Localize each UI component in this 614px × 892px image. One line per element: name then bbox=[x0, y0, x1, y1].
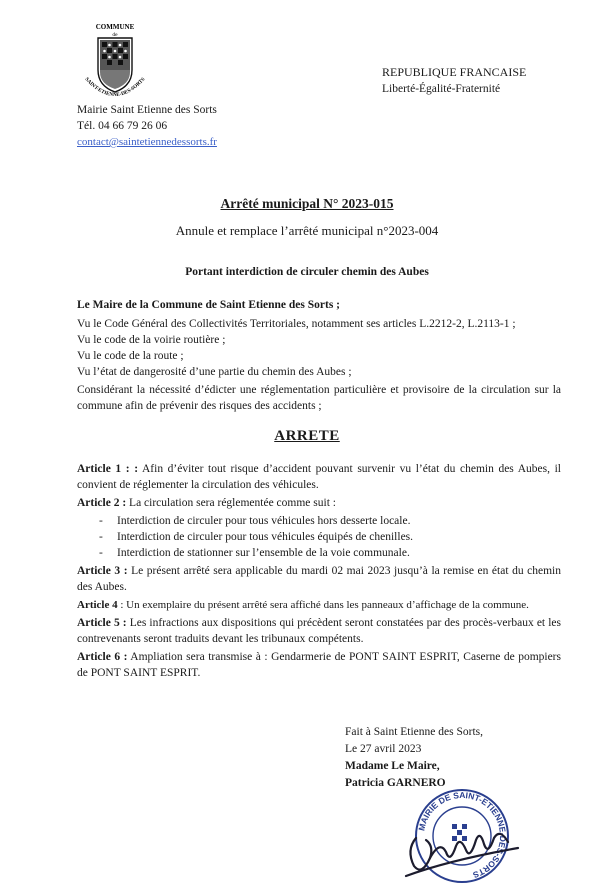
decree-object: Portant interdiction de circuler chemin des Aubes bbox=[185, 266, 429, 278]
article-3 bbox=[77, 563, 561, 595]
preamble bbox=[77, 297, 561, 414]
list-item: - Interdiction de stationner sur l’ensemble de la voie communale. bbox=[95, 545, 561, 561]
mairie-phone: Tél. 04 66 79 26 06 bbox=[77, 120, 168, 132]
preamble-line: Vu le Code Général des Collectivités Territoriales, notamment ses articles L.2212-2, L.2113-1 ; bbox=[77, 318, 516, 330]
article-6 bbox=[77, 649, 561, 681]
arrete-heading: ARRETE bbox=[274, 428, 340, 444]
republic-header bbox=[382, 64, 526, 98]
list-item: - Interdiction de circuler pour tous véhicules hors desserte locale. bbox=[95, 513, 561, 529]
preamble-line: Vu le code de la voirie routière ; bbox=[77, 334, 226, 346]
crest-text-bottom: SAINT-ETIENNE-DES-SORTS bbox=[83, 76, 147, 99]
mairie-email-link[interactable]: contact@saintetiennedessorts.fr bbox=[77, 136, 217, 148]
article-text: Ampliation sera transmise à : Gendarmerie de PONT SAINT ESPRIT, Caserne de pompiers de PONT SAINT ESPRIT. bbox=[77, 651, 561, 679]
crest-text-top: COMMUNE bbox=[95, 23, 135, 31]
decree-title: Arrêté municipal N° 2023-015 bbox=[220, 196, 394, 211]
seal-inner-crest bbox=[452, 824, 467, 841]
preamble-considerant: Considérant la nécessité d’édicter une réglementation particulière et provisoire de la circulation sur la commune afin de prévenir des risques des accidents ; bbox=[77, 384, 561, 412]
article-2-list bbox=[77, 513, 561, 561]
article-text: La circulation sera réglementée comme suit : bbox=[126, 497, 336, 509]
article-text: Les infractions aux dispositions qui précèdent seront constatées par des procès-verbaux et les contrevenants seront traduits devant les tribunaux compétents. bbox=[77, 617, 561, 645]
republic-label: REPUBLIQUE FRANCAISE bbox=[382, 65, 527, 79]
preamble-maire: Le Maire de la Commune de Saint Etienne des Sorts ; bbox=[77, 299, 341, 311]
mairie-contact-block bbox=[77, 102, 217, 150]
svg-text:MAIRIE DE SAINT-ETIENNE-DES-SO bbox=[416, 790, 508, 880]
seal-text: MAIRIE DE SAINT-ETIENNE-DES-SORTS bbox=[416, 789, 509, 881]
signature-role: Madame Le Maire, bbox=[345, 760, 440, 772]
article-5 bbox=[77, 615, 561, 647]
article-label: Article 4 bbox=[77, 599, 118, 611]
signature-name: Patricia GARNERO bbox=[345, 777, 446, 789]
article-text: : Un exemplaire du présent arrêté sera affiché dans les panneaux d’affichage de la commune. bbox=[117, 599, 529, 611]
preamble-line: Vu l’état de dangerosité d’une partie du chemin des Aubes ; bbox=[77, 366, 352, 378]
preamble-line: Vu le code de la route ; bbox=[77, 350, 184, 362]
mairie-name: Mairie Saint Etienne des Sorts bbox=[77, 104, 217, 116]
decree-subtitle: Annule et remplace l’arrêté municipal n°2023-004 bbox=[175, 223, 439, 238]
commune-crest-logo bbox=[78, 20, 152, 104]
article-label: Article 6 : bbox=[77, 651, 128, 663]
list-item: - Interdiction de circuler pour tous véhicules équipés de chenilles. bbox=[95, 529, 561, 545]
signature-date: Le 27 avril 2023 bbox=[345, 743, 422, 755]
article-2 bbox=[77, 495, 561, 511]
article-text: Afin d’éviter tout risque d’accident pouvant survenir vu l’état du chemin des Aubes, il convient de réglementer la circulation des véhicules. bbox=[77, 463, 561, 491]
article-text: Le présent arrêté sera applicable du mardi 02 mai 2023 jusqu’à la remise en état du chemin des Aubes. bbox=[77, 565, 562, 593]
signature-place: Fait à Saint Etienne des Sorts, bbox=[345, 726, 483, 738]
article-label: Article 5 : bbox=[77, 617, 127, 629]
article-label: Article 2 : bbox=[77, 497, 127, 509]
republic-motto: Liberté-Égalité-Fraternité bbox=[382, 83, 501, 95]
articles bbox=[77, 461, 561, 683]
article-1 bbox=[77, 461, 561, 493]
article-label: Article 1 : : bbox=[77, 463, 139, 475]
official-seal-stamp bbox=[400, 780, 524, 888]
article-label: Article 3 : bbox=[77, 565, 128, 577]
crest-text-de: de bbox=[112, 32, 118, 38]
article-4 bbox=[77, 597, 561, 613]
